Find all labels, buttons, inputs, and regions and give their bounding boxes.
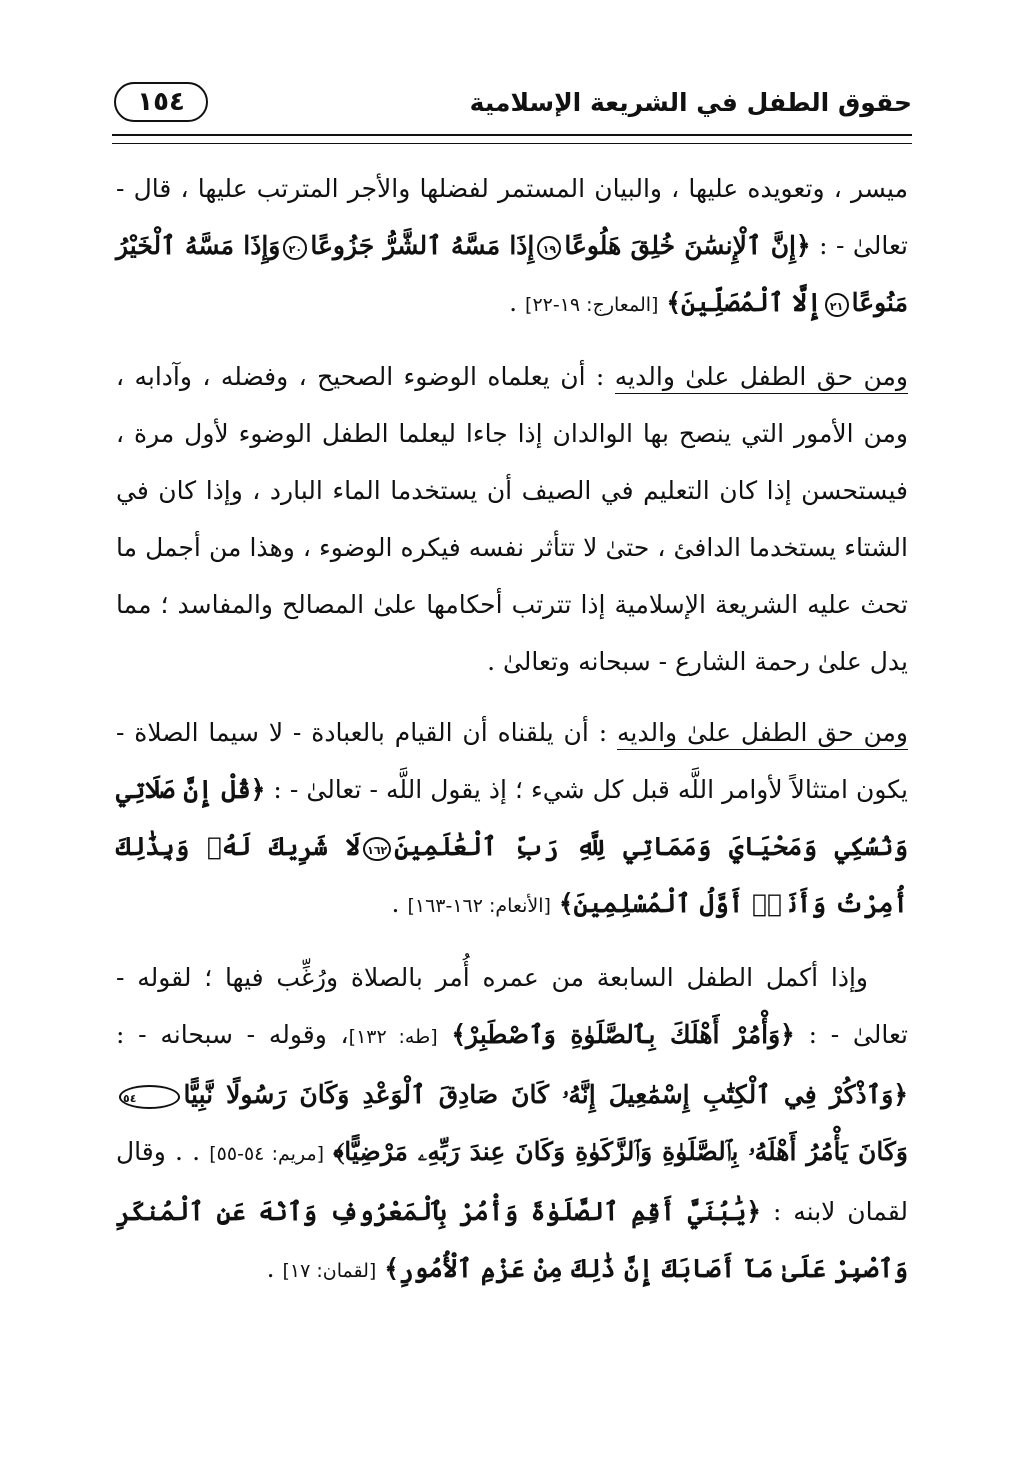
p1-end: . <box>509 288 526 317</box>
p1-text: ميسر ، وتعويده عليها ، والبيان المستمر لفضلها والأجر المترتب عليها ، قال - تعالىٰ - : <box>116 174 908 260</box>
quran-verse: وَكَانَ يَأْمُرُ أَهْلَهُۥ بِٱلصَّلَوٰةِ وَٱلزَّكَوٰةِ وَكَانَ عِندَ رَبِّهِۦ مَرْضِيًّا﴾ <box>333 1137 908 1166</box>
page-header <box>110 78 912 130</box>
p2-text: : أن يعلماه الوضوء الصحيح ، وفضله ، وآدابه ، ومن الأمور التي ينصح بها الوالدان إذا جاءا ليعلما الطفل الوضوء لأول مرة ، فيستحسن إذا كان التعليم في الصيف أن يستخدما الماء البارد ، وإذا كان في الشتاء يستخدما الدافئ ، حتىٰ لا تتأثر نفسه فيكره الوضوء ، وهذا من أجمل ما تحث عليه الشريعة الإسلامية إذا تترتب أحكامها علىٰ المصالح والمفاسد ؛ مما يدل علىٰ رحمة الشارع - سبحانه وتعالىٰ . <box>116 362 908 676</box>
verse-number-marker: ١٩ <box>537 236 561 260</box>
verse-number-marker: ٢٠ <box>283 236 307 260</box>
quran-verse: ﴿إِنَّ ٱلْإِنسَٰنَ خُلِقَ هَلُوعًا <box>564 231 811 260</box>
paragraph-2 <box>116 348 908 690</box>
paragraph-3 <box>116 704 908 935</box>
verse-number-marker: ١٦٢ <box>363 837 391 861</box>
p4-text: . . وقال لقمان لابنه : <box>116 1137 908 1226</box>
quran-reference: [المعارج: ١٩-٢٢] <box>525 294 659 316</box>
p4-text: وإذا أكمل الطفل السابعة من عمره أُمر بالصلاة ورُغِّب فيها ؛ لقوله - تعالىٰ - : <box>116 963 909 1049</box>
paragraph-1 <box>116 160 908 334</box>
p3-end: . <box>391 889 408 918</box>
quran-verse: ﴿يَٰبُنَيَّ أَقِمِ ٱلصَّلَوٰةَ وَأْمُرْ بِٱلْمَعْرُوفِ وَٱنْهَ عَنِ ٱلْمُنكَرِ وَٱصْبِرْ عَلَىٰ مَآ أَصَابَكَ إِنَّ ذَٰلِكَ مِنْ عَزْمِ ٱلْأُمُورِ﴾ <box>116 1197 908 1283</box>
p4-end: . <box>266 1254 283 1283</box>
verse-number-marker: ٢١ <box>825 293 849 317</box>
quran-verse: ﴿وَأْمُرْ أَهْلَكَ بِٱلصَّلَوٰةِ وَٱصْطَبِرْ﴾ <box>451 1020 795 1049</box>
header-rule <box>112 134 912 144</box>
quran-reference: [الأنعام: ١٦٢-١٦٣] <box>407 895 551 917</box>
quran-verse: لَا شَرِيكَ لَهُۥ وَبِذَٰلِكَ أُمِرْتُ وَأَنَا۠ أَوَّلُ ٱلْمُسْلِمِينَ﴾ <box>116 832 908 918</box>
quran-reference: [طه: ١٣٢] <box>348 1026 438 1048</box>
quran-verse: ﴿وَٱذْكُرْ فِي ٱلْكِتَٰبِ إِسْمَٰعِيلَ إِنَّهُۥ كَانَ صَادِقَ ٱلْوَعْدِ وَكَانَ رَسُولًا نَّبِيًّا <box>183 1080 908 1109</box>
quran-verse: وَإِذَا مَسَّهُ ٱلْخَيْرُ مَنُوعًا <box>116 231 908 317</box>
paragraph-heading: ومن حق الطفل علىٰ والديه <box>617 718 908 750</box>
quran-verse: إِذَا مَسَّهُ ٱلشَّرُّ جَزُوعًا <box>310 231 535 260</box>
verse-number-marker: ٥٤ <box>119 1085 180 1109</box>
page-number: ١٥٤ <box>114 82 208 122</box>
p3-text: : أن يلقناه أن القيام بالعبادة - لا سيما الصلاة - يكون امتثالاً لأوامر اللَّه قبل كل شيء ؛ إذ يقول اللَّه - تعالىٰ - : <box>116 718 908 804</box>
quran-verse: ﴿قُلْ إِنَّ صَلَاتِي وَنُسُكِي وَمَحْيَايَ وَمَمَاتِي لِلَّهِ رَبِّ ٱلْعَٰلَمِينَ <box>116 775 908 861</box>
page-body <box>116 160 908 1300</box>
paragraph-heading: ومن حق الطفل علىٰ والديه <box>615 362 908 394</box>
quran-reference: [لقمان: ١٧] <box>282 1260 377 1282</box>
quran-reference: [مريم: ٥٤-٥٥] <box>209 1143 325 1165</box>
p4-text: ، وقوله - سبحانه - : <box>116 1020 349 1049</box>
paragraph-4 <box>116 949 908 1300</box>
quran-verse: إِلَّا ٱلْمُصَلِّينَ﴾ <box>666 288 822 317</box>
running-title: حقوق الطفل في الشريعة الإسلامية <box>469 88 912 117</box>
